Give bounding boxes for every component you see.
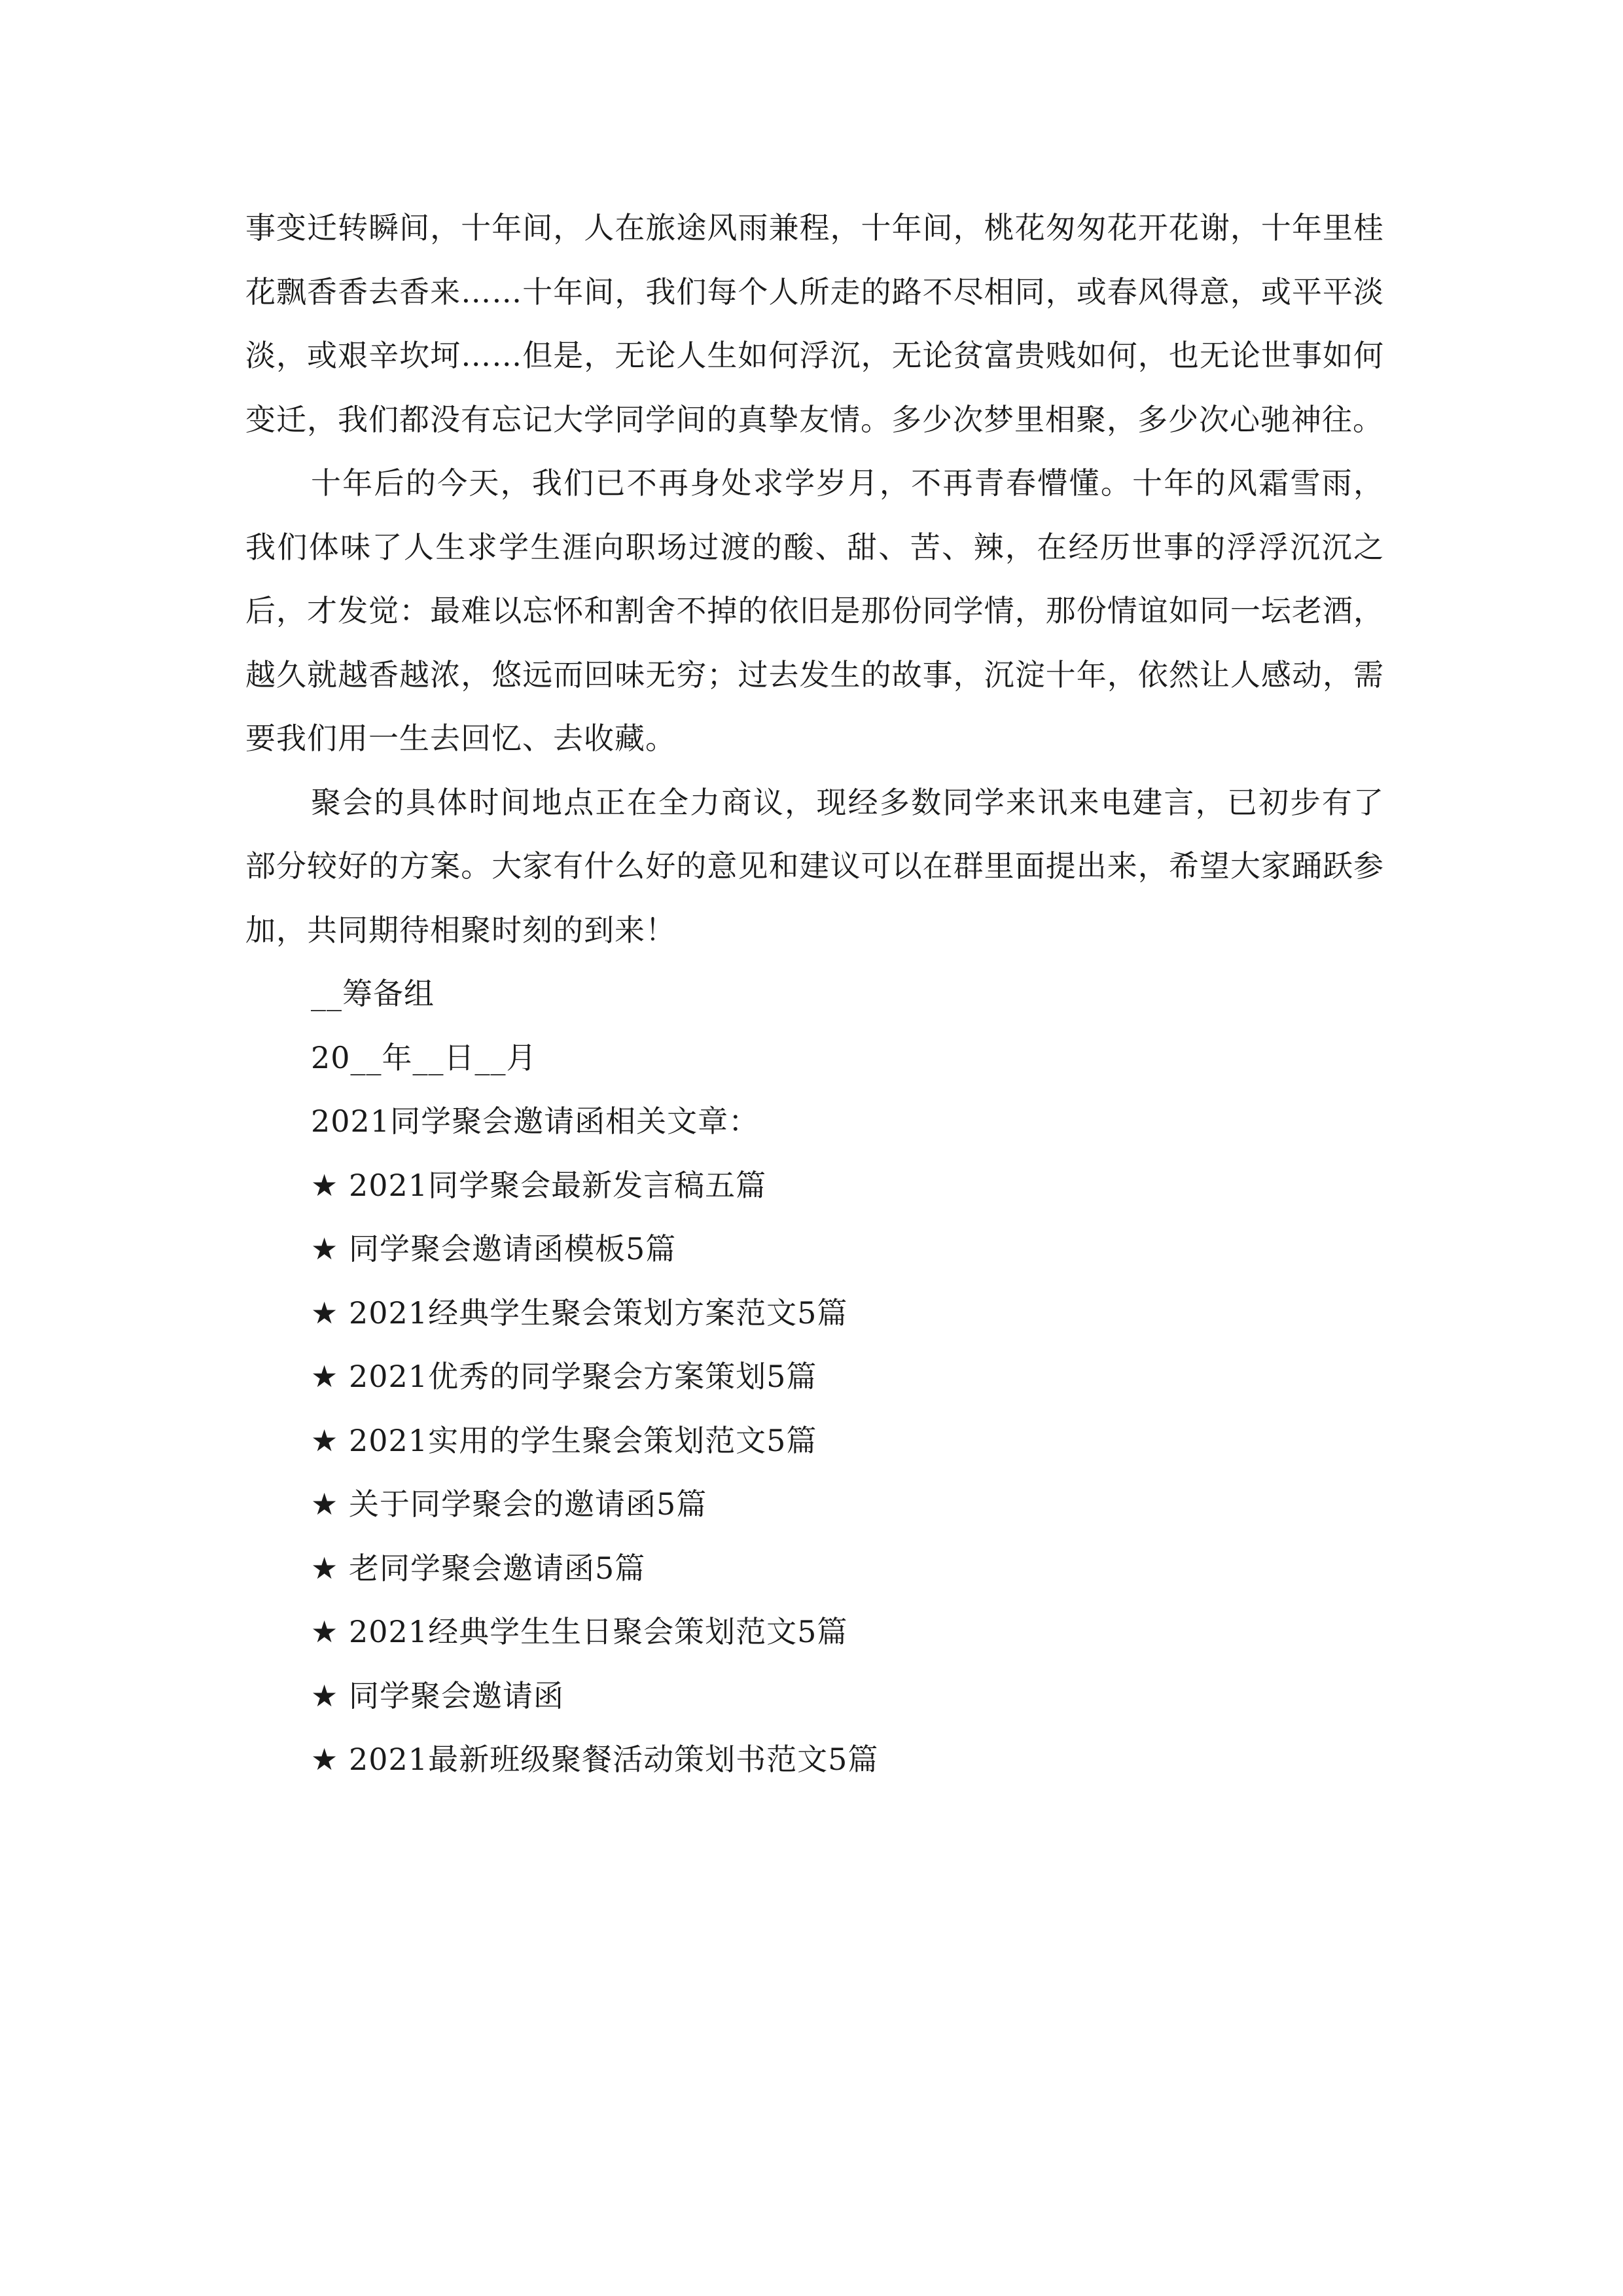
related-article-link[interactable]: 2021经典学生聚会策划方案范文5篇: [349, 1295, 848, 1331]
related-article-item: [245, 1345, 1384, 1409]
star-bullet-icon: ★: [311, 1422, 339, 1458]
star-bullet-icon: ★: [311, 1167, 339, 1203]
body-paragraph-1: 事变迁转瞬间，十年间，人在旅途风雨兼程，十年间，桃花匆匆花开花谢，十年里桂花飘香香去香来……十年间，我们每个人所走的路不尽相同，或春风得意，或平平淡淡，或艰辛坎坷……但是，无论人生如何浮沉，无论贫富贵贱如何，也无论世事如何变迁，我们都没有忘记大学同学间的真挚友情。多少次梦里相聚，多少次心驰神往。: [245, 210, 1384, 437]
star-bullet-icon: ★: [311, 1486, 339, 1522]
related-article-item: [245, 1664, 1384, 1729]
related-article-link[interactable]: 关于同学聚会的邀请函5篇: [349, 1486, 707, 1522]
related-article-item: [245, 1217, 1384, 1282]
related-article-link[interactable]: 老同学聚会邀请函5篇: [349, 1550, 646, 1586]
related-article-item: [245, 1154, 1384, 1218]
related-article-link[interactable]: 2021经典学生生日聚会策划范文5篇: [349, 1614, 848, 1649]
related-article-link[interactable]: 同学聚会邀请函: [349, 1677, 564, 1713]
related-article-item: [245, 1473, 1384, 1537]
star-bullet-icon: ★: [311, 1550, 339, 1586]
related-article-link[interactable]: 同学聚会邀请函模板5篇: [349, 1231, 677, 1266]
star-bullet-icon: ★: [311, 1359, 339, 1394]
star-bullet-icon: ★: [311, 1231, 339, 1266]
star-bullet-icon: ★: [311, 1614, 339, 1649]
star-bullet-icon: ★: [311, 1295, 339, 1331]
related-articles-list: [245, 1154, 1384, 1792]
related-article-item: [245, 1728, 1384, 1792]
signature-line: __筹备组: [311, 976, 435, 1011]
related-article-link[interactable]: 2021同学聚会最新发言稿五篇: [349, 1167, 767, 1203]
related-article-item: [245, 1282, 1384, 1346]
date-line: 20__年__日__月: [311, 1039, 537, 1075]
related-article-link[interactable]: 2021优秀的同学聚会方案策划5篇: [349, 1359, 817, 1394]
related-article-link[interactable]: 2021实用的学生聚会策划范文5篇: [349, 1422, 817, 1458]
body-paragraph-3: 聚会的具体时间地点正在全力商议，现经多数同学来讯来电建言，已初步有了部分较好的方案。大家有什么好的意见和建议可以在群里面提出来，希望大家踊跃参加，共同期待相聚时刻的到来！: [245, 784, 1384, 948]
body-paragraph-2: 十年后的今天，我们已不再身处求学岁月，不再青春懵懂。十年的风霜雪雨，我们体味了人生求学生涯向职场过渡的酸、甜、苦、辣，在经历世事的浮浮沉沉之后，才发觉：最难以忘怀和割舍不掉的依旧是那份同学情，那份情谊如同一坛老酒，越久就越香越浓，悠远而回味无穷；过去发生的故事，沉淀十年，依然让人感动，需要我们用一生去回忆、去收藏。: [245, 465, 1384, 756]
document-body: [245, 196, 1384, 1792]
star-bullet-icon: ★: [311, 1677, 339, 1713]
related-article-item: [245, 1600, 1384, 1664]
related-articles-heading: 2021同学聚会邀请函相关文章：: [311, 1103, 760, 1139]
star-bullet-icon: ★: [311, 1742, 339, 1777]
related-article-item: [245, 1409, 1384, 1473]
related-article-item: [245, 1537, 1384, 1601]
related-article-link[interactable]: 2021最新班级聚餐活动策划书范文5篇: [349, 1742, 879, 1777]
